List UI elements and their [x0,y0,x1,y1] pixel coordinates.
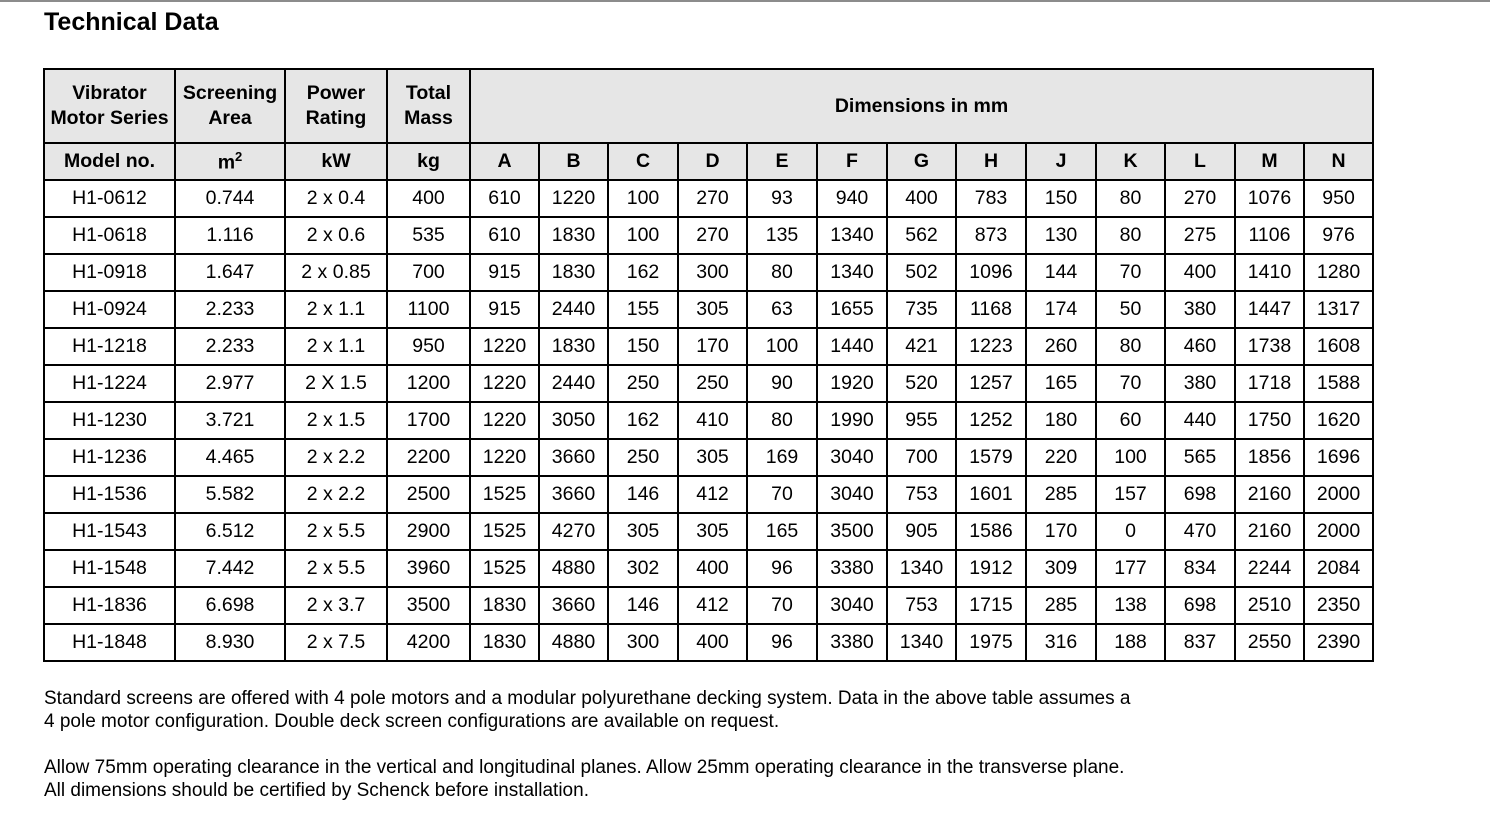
table-cell: 157 [1096,476,1165,513]
table-cell: 80 [1096,180,1165,217]
table-cell: 1447 [1235,291,1304,328]
table-cell: 1220 [470,402,539,439]
table-cell: 0.744 [175,180,285,217]
table-cell: 1830 [539,217,608,254]
header-text: Mass [404,107,453,129]
table-cell: 700 [887,439,956,476]
group-header-row [44,69,1373,143]
table-cell: 783 [956,180,1026,217]
table-row [44,587,1373,624]
table-cell: 610 [470,217,539,254]
table-cell: 1830 [539,328,608,365]
table-cell: 174 [1026,291,1096,328]
table-cell: 250 [678,365,747,402]
unit-header-cell: kW [285,143,387,180]
table-row [44,328,1373,365]
table-cell: 150 [1026,180,1096,217]
table-cell: 1525 [470,513,539,550]
table-cell: 565 [1165,439,1235,476]
table-cell: 2440 [539,291,608,328]
table-cell: 873 [956,217,1026,254]
table-cell: 70 [1096,254,1165,291]
table-cell: 1608 [1304,328,1373,365]
table-cell: 1738 [1235,328,1304,365]
group-header-cell [387,69,470,143]
table-cell: 2 x 1.5 [285,402,387,439]
table-cell: 380 [1165,291,1235,328]
table-cell: 698 [1165,587,1235,624]
table-cell: 1718 [1235,365,1304,402]
table-cell: 70 [1096,365,1165,402]
table-cell: 220 [1026,439,1096,476]
table-cell: 940 [817,180,887,217]
dimension-letter-header: J [1026,143,1096,180]
header-text: Motor Series [50,107,169,129]
table-cell: 2 x 2.2 [285,439,387,476]
table-cell: 1096 [956,254,1026,291]
table-cell: H1-1218 [44,328,175,365]
table-cell: 3500 [387,587,470,624]
table-cell: 6.698 [175,587,285,624]
table-row [44,291,1373,328]
table-cell: 2200 [387,439,470,476]
table-cell: 50 [1096,291,1165,328]
table-cell: H1-0924 [44,291,175,328]
table-cell: 2000 [1304,513,1373,550]
table-cell: 2160 [1235,476,1304,513]
table-cell: 1715 [956,587,1026,624]
dimensions-header: Dimensions in mm [470,69,1373,143]
table-cell: 1588 [1304,365,1373,402]
table-cell: 90 [747,365,817,402]
table-cell: 2000 [1304,476,1373,513]
table-cell: 1280 [1304,254,1373,291]
dimension-letter-header: H [956,143,1026,180]
table-cell: 4880 [539,550,608,587]
table-row [44,624,1373,661]
header-text: Screening [182,82,278,104]
table-cell: 535 [387,217,470,254]
dimension-letter-header: G [887,143,956,180]
table-cell: 955 [887,402,956,439]
dimension-letter-header: C [608,143,678,180]
table-row [44,254,1373,291]
table-cell: 165 [1026,365,1096,402]
table-cell: 1100 [387,291,470,328]
table-cell: 976 [1304,217,1373,254]
table-cell: 260 [1026,328,1096,365]
table-cell: 305 [678,513,747,550]
table-cell: 1920 [817,365,887,402]
table-cell: H1-1230 [44,402,175,439]
table-cell: 300 [678,254,747,291]
table-cell: 6.512 [175,513,285,550]
notes-paragraph-2 [44,757,1124,802]
table-cell: 1106 [1235,217,1304,254]
table-cell: 60 [1096,402,1165,439]
table-cell: H1-1836 [44,587,175,624]
table-cell: 1696 [1304,439,1373,476]
table-cell: 1220 [470,439,539,476]
note-line: Allow 75mm operating clearance in the vertical and longitudinal planes. Allow 25mm operating clearance in the transverse plane. [44,757,1125,778]
table-cell: 270 [678,217,747,254]
table-cell: 1750 [1235,402,1304,439]
table-cell: 170 [678,328,747,365]
table-cell: 1220 [539,180,608,217]
unit-header-cell: kg [387,143,470,180]
header-text: Power [306,82,366,104]
unit-header-row [44,143,1373,180]
table-cell: 80 [747,254,817,291]
table-cell: 400 [678,624,747,661]
note-line: All dimensions should be certified by Schenck before installation. [44,779,589,801]
table-cell: 1340 [887,624,956,661]
table-cell: 380 [1165,365,1235,402]
note-line: 4 pole motor configuration. Double deck screen configurations are available on request. [44,710,780,732]
table-cell: 1257 [956,365,1026,402]
table-cell: 2500 [387,476,470,513]
table-cell: 2160 [1235,513,1304,550]
table-cell: 2.233 [175,328,285,365]
table-cell: 2 x 0.4 [285,180,387,217]
table-cell: 834 [1165,550,1235,587]
table-cell: 96 [747,624,817,661]
table-cell: 520 [887,365,956,402]
table-cell: 2900 [387,513,470,550]
table-body [44,180,1373,661]
table-cell: 2.977 [175,365,285,402]
table-cell: 2 x 2.2 [285,476,387,513]
table-cell: 1410 [1235,254,1304,291]
table-cell: 2 x 1.1 [285,328,387,365]
table-cell: 70 [747,587,817,624]
table-cell: 400 [678,550,747,587]
table-cell: 950 [1304,180,1373,217]
table-cell: 250 [608,439,678,476]
table-cell: 4200 [387,624,470,661]
table-cell: 3040 [817,476,887,513]
table-cell: 1620 [1304,402,1373,439]
table-cell: 80 [1096,217,1165,254]
table-cell: H1-1536 [44,476,175,513]
page-title: Technical Data [44,8,219,36]
table-cell: 1525 [470,550,539,587]
table-cell: 3380 [817,550,887,587]
table-cell: 400 [387,180,470,217]
table-cell: 3660 [539,587,608,624]
table-cell: 2440 [539,365,608,402]
table-cell: 2 x 5.5 [285,513,387,550]
unit-header-cell: $m^2$ [175,143,285,180]
dimension-letter-header: K [1096,143,1165,180]
table-cell: 1830 [470,587,539,624]
table-cell: 135 [747,217,817,254]
table-cell: 169 [747,439,817,476]
group-header-cell [175,69,285,143]
unit-header-cell: Model no. [44,143,175,180]
dimension-letter-header: F [817,143,887,180]
table-cell: 285 [1026,476,1096,513]
table-cell: H1-1848 [44,624,175,661]
table-cell: 177 [1096,550,1165,587]
table-cell: 63 [747,291,817,328]
table-cell: 70 [747,476,817,513]
table-cell: 460 [1165,328,1235,365]
table-row [44,513,1373,550]
table-cell: 735 [887,291,956,328]
table-cell: 753 [887,476,956,513]
table-cell: 1.647 [175,254,285,291]
table-cell: H1-0618 [44,217,175,254]
table-cell: 1655 [817,291,887,328]
table-cell: H1-1543 [44,513,175,550]
dimension-letter-header: B [539,143,608,180]
table-row [44,439,1373,476]
dimension-letter-header: A [470,143,539,180]
dimension-letter-header: N [1304,143,1373,180]
table-cell: 1223 [956,328,1026,365]
table-row [44,402,1373,439]
table-cell: 1601 [956,476,1026,513]
dimension-letter-header: M [1235,143,1304,180]
table-cell: 2244 [1235,550,1304,587]
table-cell: 400 [887,180,956,217]
group-header-cell [44,69,175,143]
table-cell: 3660 [539,439,608,476]
table-cell: 440 [1165,402,1235,439]
group-header-cell [285,69,387,143]
table-row [44,476,1373,513]
table-cell: 1700 [387,402,470,439]
table-cell: 753 [887,587,956,624]
table-cell: 2 x 0.6 [285,217,387,254]
table-cell: 400 [1165,254,1235,291]
table-cell: 250 [608,365,678,402]
header-text: Rating [305,107,367,129]
table-cell: 1200 [387,365,470,402]
table-cell: 285 [1026,587,1096,624]
table-cell: 8.930 [175,624,285,661]
table-cell: 100 [747,328,817,365]
table-cell: 138 [1096,587,1165,624]
table-cell: 1076 [1235,180,1304,217]
table-cell: H1-0918 [44,254,175,291]
table-cell: 1586 [956,513,1026,550]
table-cell: 305 [608,513,678,550]
table-cell: 302 [608,550,678,587]
table-cell: 3660 [539,476,608,513]
table-cell: 80 [1096,328,1165,365]
note-line: Standard screens are offered with 4 pole motors and a modular polyurethane decking system. Data in the above table assumes a [44,688,1131,709]
table-cell: 3500 [817,513,887,550]
table-cell: 100 [608,217,678,254]
table-cell: 2510 [1235,587,1304,624]
table-cell: H1-1224 [44,365,175,402]
table-cell: 4.465 [175,439,285,476]
table-cell: 915 [470,291,539,328]
table-cell: 915 [470,254,539,291]
table-cell: 309 [1026,550,1096,587]
table-cell: 270 [678,180,747,217]
table-cell: 162 [608,254,678,291]
table-cell: 180 [1026,402,1096,439]
table-cell: 165 [747,513,817,550]
table-cell: 3040 [817,587,887,624]
header-text: Area [208,107,252,129]
table-cell: H1-1236 [44,439,175,476]
table-cell: 5.582 [175,476,285,513]
table-cell: 316 [1026,624,1096,661]
table-cell: 7.442 [175,550,285,587]
table-cell: 100 [608,180,678,217]
table-cell: 2 x 3.7 [285,587,387,624]
dimension-letter-header: D [678,143,747,180]
dimension-letter-header: E [747,143,817,180]
table-cell: 2 X 1.5 [285,365,387,402]
table-cell: 1168 [956,291,1026,328]
technical-data-table [43,68,1374,662]
table-cell: 4270 [539,513,608,550]
table-cell: 150 [608,328,678,365]
table-cell: 1252 [956,402,1026,439]
table-cell: 2550 [1235,624,1304,661]
table-cell: H1-0612 [44,180,175,217]
header-text: Total [405,82,452,104]
table-cell: 2 x 0.85 [285,254,387,291]
table-cell: 146 [608,587,678,624]
table-cell: 502 [887,254,956,291]
table-cell: 1340 [887,550,956,587]
table-cell: 410 [678,402,747,439]
table-cell: 130 [1026,217,1096,254]
table-cell: 2 x 1.1 [285,291,387,328]
table-cell: 100 [1096,439,1165,476]
table-cell: 305 [678,439,747,476]
table-cell: 1579 [956,439,1026,476]
table-cell: 80 [747,402,817,439]
table-cell: 2.233 [175,291,285,328]
table-cell: 1440 [817,328,887,365]
table-cell: 562 [887,217,956,254]
table-cell: 3040 [817,439,887,476]
table-cell: 3050 [539,402,608,439]
table-cell: 470 [1165,513,1235,550]
dimension-letter-header: L [1165,143,1235,180]
table-cell: 610 [470,180,539,217]
table-cell: 2350 [1304,587,1373,624]
table-cell: 412 [678,587,747,624]
top-rule [0,0,1490,2]
table-cell: 144 [1026,254,1096,291]
table-cell: 1340 [817,217,887,254]
table-cell: 305 [678,291,747,328]
table-cell: 1525 [470,476,539,513]
table-cell: 96 [747,550,817,587]
table-cell: 1830 [470,624,539,661]
table-cell: 300 [608,624,678,661]
table-cell: 1856 [1235,439,1304,476]
table-cell: 1990 [817,402,887,439]
table-cell: 3380 [817,624,887,661]
table-cell: 905 [887,513,956,550]
table-row [44,365,1373,402]
notes-paragraph-1 [44,688,1130,733]
table-cell: 1220 [470,328,539,365]
table-cell: H1-1548 [44,550,175,587]
table-row [44,217,1373,254]
table-cell: 2 x 5.5 [285,550,387,587]
table-cell: 1830 [539,254,608,291]
table-cell: 1975 [956,624,1026,661]
table-cell: 698 [1165,476,1235,513]
unit-superscript: 2 [235,148,243,164]
table-row [44,550,1373,587]
table-cell: 2084 [1304,550,1373,587]
table-cell: 2390 [1304,624,1373,661]
table-cell: 93 [747,180,817,217]
table-cell: 155 [608,291,678,328]
table-cell: 2 x 7.5 [285,624,387,661]
table-cell: 3960 [387,550,470,587]
table-cell: 421 [887,328,956,365]
header-text: Vibrator [72,82,147,104]
table-cell: 162 [608,402,678,439]
table-cell: 1220 [470,365,539,402]
table-row [44,180,1373,217]
table-cell: 412 [678,476,747,513]
table-cell: 146 [608,476,678,513]
table-cell: 275 [1165,217,1235,254]
table-cell: 1.116 [175,217,285,254]
table-cell: 4880 [539,624,608,661]
table-cell: 1912 [956,550,1026,587]
table-cell: 270 [1165,180,1235,217]
table-cell: 188 [1096,624,1165,661]
table-cell: 0 [1096,513,1165,550]
table-cell: 837 [1165,624,1235,661]
table-cell: 3.721 [175,402,285,439]
table-cell: 1340 [817,254,887,291]
table-cell: 950 [387,328,470,365]
table-cell: 700 [387,254,470,291]
table-cell: 170 [1026,513,1096,550]
table-cell: 1317 [1304,291,1373,328]
